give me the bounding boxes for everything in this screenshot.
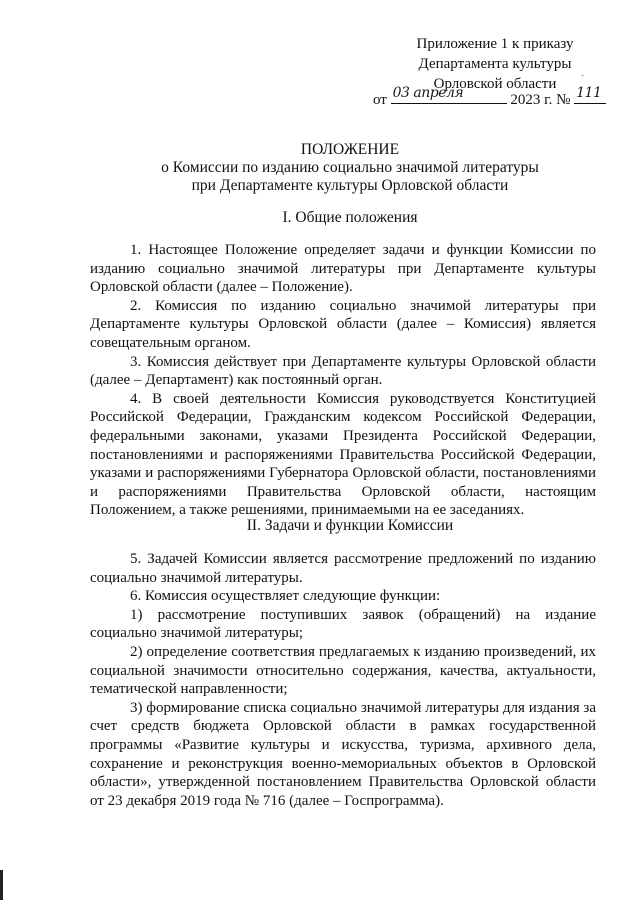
section-heading: II. Задачи и функции Комиссии <box>246 517 454 534</box>
handwritten-date: 03 апреля <box>392 85 464 101</box>
annex-line: Приложение 1 к приказу <box>416 36 574 52</box>
section-heading: I. Общие положения <box>282 209 418 226</box>
paragraph: 6. Комиссия осуществляет следующие функции: <box>130 588 441 605</box>
stray-mark: ˎ <box>581 66 585 77</box>
paragraph: 1) рассмотрение поступивших заявок (обращений) на издание социально значимой литературы; <box>90 606 596 642</box>
document-subtitle: при Департаменте культуры Орловской области <box>191 177 509 194</box>
date-prefix: от <box>373 92 387 108</box>
paragraph: 5. Задачей Комиссии является рассмотрение предложений по изданию социально значимой литературы. <box>90 551 596 586</box>
paragraph: 2. Комиссия по изданию социально значимой литературы при Департаменте культуры Орловской области (далее – Комиссия) является совещательным органом. <box>90 297 596 351</box>
section-body <box>90 550 596 810</box>
annex-line: Орловской области <box>433 76 557 92</box>
order-date-line <box>373 85 606 110</box>
document-subtitle: о Комиссии по изданию социально значимой литературы <box>161 159 539 176</box>
paragraph: 3. Комиссия действует при Департаменте культуры Орловской области (далее – Департамент) как постоянный орган. <box>90 353 596 389</box>
annex-line: Департамента культуры <box>418 56 572 72</box>
paragraph: 1. Настоящее Положение определяет задачи и функции Комиссии по изданию социально значимой литературы при Департаменте культуры Орловской области (далее – Положение). <box>90 242 596 296</box>
handwritten-number: 111 <box>576 85 602 101</box>
scan-edge-mark <box>0 870 3 900</box>
paragraph: 2) определение соответствия предлагаемых к изданию произведений, их социальной значимости относительно содержания, качества, актуальности, тематической направленности; <box>90 643 596 698</box>
paragraph: 4. В своей деятельности Комиссия руководствуется Конституцией Российской Федерации, Гражданским кодексом Российской Федерации, федеральными законами, указами Президента Российской Федерации, постановлениями и распоряжениями Правительства Российской Федерации, указами и распоряжениями Губернатора Орловской области, постановлениями и распоряжениями Правительства Орловской области, настоящим Положением, а также решениями, принимаемыми на ее заседаниях. <box>90 390 596 519</box>
document-title: ПОЛОЖЕНИЕ <box>300 141 400 158</box>
section-body <box>90 241 596 520</box>
number-field <box>574 85 606 104</box>
date-year: 2023 г. № <box>510 92 571 108</box>
date-field <box>391 85 507 104</box>
paragraph: 3) формирование списка социально значимой литературы для издания за счет средств бюджета Орловской области в рамках государственной программы «Развитие культуры и искусства, туризма, архивного дела, сохранение и реконструкция военно-мемориальных объектов в Орловской области», утвержденной постановлением Правительства Орловской области от 23 декабря 2019 года № 716 (далее – Госпрограмма). <box>90 699 596 809</box>
